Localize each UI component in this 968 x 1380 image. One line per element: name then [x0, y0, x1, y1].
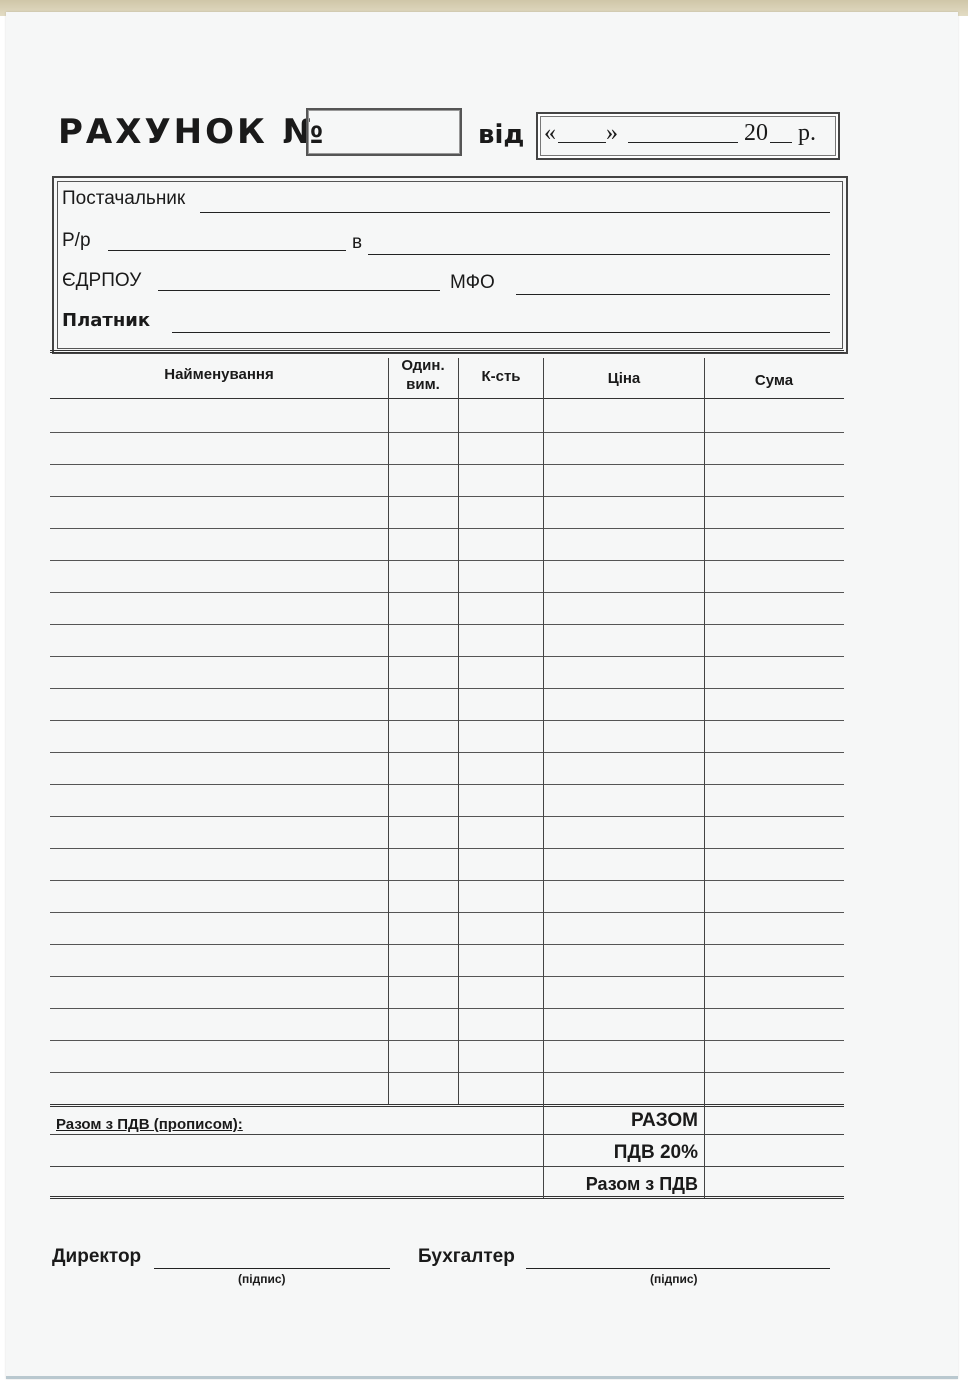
table-top-border	[50, 350, 844, 353]
col-header-unit: Один. вим.	[401, 357, 445, 393]
year-prefix: 20	[744, 120, 768, 146]
table-row-line	[50, 816, 844, 817]
table-row-line	[50, 432, 844, 433]
invoice-form-sheet	[6, 12, 958, 1379]
year-suffix: р.	[798, 120, 816, 146]
mfo-label: МФО	[450, 272, 495, 293]
totals-line-1	[50, 1134, 844, 1135]
table-row-line	[50, 656, 844, 657]
date-from-label: від	[478, 120, 525, 150]
col-divider-unit-qty	[458, 358, 459, 1104]
table-row-line	[50, 624, 844, 625]
table-row-line	[50, 592, 844, 593]
totals-line-2	[50, 1166, 844, 1167]
table-row-line	[50, 1072, 844, 1073]
director-signature-hint: (підпис)	[238, 1272, 286, 1286]
bank-in-label: в	[352, 232, 363, 253]
accountant-signature-hint: (підпис)	[650, 1272, 698, 1286]
col-header-name: Найменування	[164, 366, 274, 383]
invoice-title: РАХУНОК №	[58, 112, 327, 152]
totals-divider-2	[704, 1104, 705, 1198]
table-row-line	[50, 976, 844, 977]
table-row-line	[50, 464, 844, 465]
totals-divider-1	[543, 1104, 544, 1198]
total-in-words-label: Разом з ПДВ (прописом):	[56, 1116, 243, 1133]
table-row-line	[50, 912, 844, 913]
col-header-qty: К-сть	[481, 368, 521, 385]
total-with-vat-value-field[interactable]	[706, 1168, 842, 1194]
col-divider-qty-price	[543, 358, 544, 1104]
table-row-line	[50, 1008, 844, 1009]
table-row-line	[50, 944, 844, 945]
total-value-field[interactable]	[706, 1106, 842, 1132]
table-header-bottom	[50, 398, 844, 399]
payer-label: Платник	[62, 310, 151, 331]
col-header-sum: Сума	[754, 372, 794, 389]
col-header-price: Ціна	[607, 370, 641, 387]
date-open-quote: «	[544, 120, 556, 146]
table-row-line	[50, 1040, 844, 1041]
total-with-vat-label: Разом з ПДВ	[585, 1174, 698, 1194]
date-close-quote: »	[606, 120, 618, 146]
col-divider-name-unit	[388, 358, 389, 1104]
table-row-line	[50, 848, 844, 849]
total-label: РАЗОМ	[631, 1110, 698, 1131]
supplier-label: Постачальник	[62, 188, 186, 209]
edrpou-label: ЄДРПОУ	[62, 270, 142, 291]
director-signature-line[interactable]	[154, 1268, 390, 1269]
totals-bottom-border	[50, 1196, 844, 1199]
director-label: Директор	[52, 1246, 142, 1267]
table-row-line	[50, 688, 844, 689]
account-label: Р/р	[62, 230, 91, 251]
table-row-line	[50, 560, 844, 561]
col-divider-price-sum	[704, 358, 705, 1104]
vat-label: ПДВ 20%	[613, 1142, 698, 1163]
table-row-line	[50, 880, 844, 881]
accountant-label: Бухгалтер	[418, 1246, 515, 1267]
table-row-line	[50, 752, 844, 753]
table-row-line	[50, 720, 844, 721]
table-row-line	[50, 528, 844, 529]
table-row-line	[50, 496, 844, 497]
table-row-line	[50, 784, 844, 785]
vat-value-field[interactable]	[706, 1137, 842, 1164]
accountant-signature-line[interactable]	[526, 1268, 830, 1269]
